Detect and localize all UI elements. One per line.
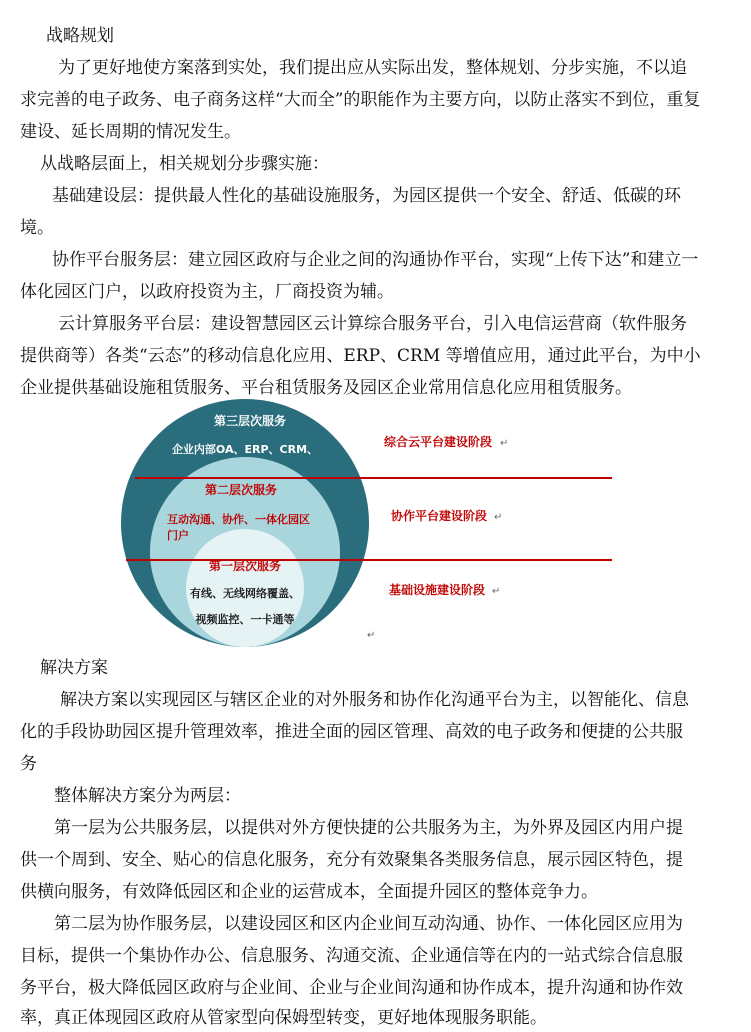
inner-layer-items: 视频监控、一卡通等 bbox=[195, 613, 295, 626]
middle-layer-title: 第二层次服务 bbox=[204, 483, 278, 497]
stage-label-infrastructure: 基础设施建设阶段 bbox=[389, 583, 486, 597]
paragraph-line: 第二层为协作服务层，以建设园区和区内企业间互动沟通、协作、一体化园区应用为 bbox=[54, 914, 683, 934]
paragraph-line: 企业提供基础设施租赁服务、平台租赁服务及园区企业常用信息化应用租赁服务。 bbox=[20, 378, 632, 398]
section-heading-solution: 解决方案 bbox=[40, 658, 108, 678]
paragraph-line: 建设、延长周期的情况发生。 bbox=[20, 122, 241, 142]
outer-layer-items: 企业内部OA、ERP、CRM、 bbox=[171, 443, 319, 456]
inner-layer-items: 有线、无线网络覆盖、 bbox=[190, 587, 300, 600]
paragraph-line: 协作平台服务层：建立园区政府与企业之间的沟通协作平台，实现“上传下达”和建立一 bbox=[52, 250, 699, 270]
paragraph-line: 提供商等）各类“云态”的移动信息化应用、ERP、CRM 等增值应用，通过此平台，为中小 bbox=[20, 346, 701, 366]
paragraph-line: 解决方案以实现园区与辖区企业的对外服务和协作化沟通平台为主，以智能化、信息 bbox=[60, 690, 689, 710]
paragraph-line: 供横向服务，有效降低园区和企业的运营成本，全面提升园区的整体竞争力。 bbox=[20, 882, 598, 902]
stage-label-collaboration: 协作平台建设阶段 bbox=[391, 509, 488, 523]
paragraph-line: 化的手段协助园区提升管理效率，推进全面的园区管理、高效的电子政务和便捷的公共服 bbox=[20, 722, 683, 742]
paragraph-line: 云计算服务平台层：建设智慧园区云计算综合服务平台，引入电信运营商（软件服务 bbox=[58, 314, 687, 334]
paragraph-line: 基础建设层：提供最人性化的基础设施服务，为园区提供一个安全、舒适、低碳的环 bbox=[52, 186, 681, 206]
outer-layer-title: 第三层次服务 bbox=[213, 414, 287, 428]
paragraph-mark: ↵ bbox=[367, 630, 376, 641]
paragraph-line: 率，真正体现园区政府从管家型向保姆型转变，更好地体现服务职能。 bbox=[20, 1008, 547, 1028]
paragraph-line: 目标，提供一个集协作办公、信息服务、沟通交流、企业通信等在内的一站式综合信息服 bbox=[20, 946, 683, 966]
paragraph-line: 体化园区门户，以政府投资为主，厂商投资为辅。 bbox=[20, 282, 394, 302]
service-layers-diagram bbox=[0, 398, 751, 648]
section-heading-strategy: 战略规划 bbox=[46, 26, 114, 46]
paragraph-line: 从战略层面上，相关规划分步骤实施： bbox=[40, 154, 329, 174]
paragraph-line: 第一层为公共服务层，以提供对外方便快捷的公共服务为主，为外界及园区内用户提 bbox=[54, 818, 683, 838]
paragraph-line: 为了更好地使方案落到实处，我们提出应从实际出发，整体规划、分步实施，不以追 bbox=[58, 58, 687, 78]
paragraph-line: 求完善的电子政务、电子商务这样“大而全”的职能作为主要方向，以防止落实不到位，重复 bbox=[20, 90, 701, 110]
paragraph-mark: ↵ bbox=[492, 586, 501, 597]
paragraph-line: 供一个周到、安全、贴心的信息化服务，充分有效聚集各类服务信息，展示园区特色，提 bbox=[20, 850, 683, 870]
inner-layer-title: 第一层次服务 bbox=[208, 559, 282, 573]
paragraph-line: 务 bbox=[20, 754, 37, 774]
paragraph-mark: ↵ bbox=[500, 438, 509, 449]
paragraph-line: 务平台，极大降低园区政府与企业间、企业与企业间沟通和协作成本，提升沟通和协作效 bbox=[20, 978, 683, 998]
paragraph-line: 整体解决方案分为两层： bbox=[54, 786, 241, 806]
middle-layer-items: 互动沟通、协作、一体化园区 bbox=[167, 513, 310, 526]
paragraph-line: 境。 bbox=[20, 218, 54, 238]
paragraph-mark: ↵ bbox=[494, 512, 503, 523]
middle-layer-items: 门户 bbox=[167, 529, 189, 542]
stage-label-cloud: 综合云平台建设阶段 bbox=[384, 435, 493, 449]
